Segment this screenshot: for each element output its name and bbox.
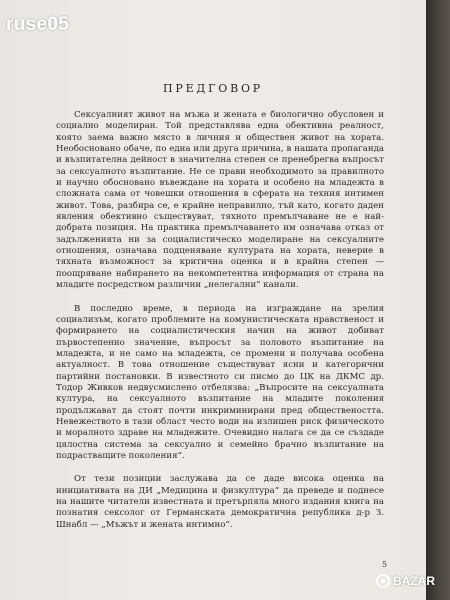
watermark-bottom	[376, 568, 442, 594]
paragraph-1: Сексуалният живот на мъжа и жената е биологично обусловен и социално моделиран. Той представлява една обективна реалност, която заема важно място в личния и обществен живот на хората. Необосновано обаче, по една или друга причина, в нашата пропаганда и възпитателна дейност в значителна степен се пренебрегва въпросът за сексуалното възпитание. Не се прави необходимото за правилното и научно обосновано въвеждане на хората и особено на младежта в сложната сама от човешки отношения в сферата на техния интимен живот. Това, разбира се, е крайне неправилно, тъй като, когато даден явления обективно съществуват, тяхното премълчаване не е най-добрата позиция. На практика премълчаването им означава отказ от задълженията ни за социалистическо моделиране на сексуалните отношения, означава подценяване културата на хората, неверие в тяхната възможност за критична оценка и в крайна степен — поощряване набирането на некомпетентна информация от страна на младите посредством различни „нелегални“ канали.	[56, 110, 384, 291]
watermark-bottom-text: BAZAR	[393, 574, 435, 588]
body-text	[56, 110, 384, 531]
paragraph-3: От тези позиции заслужава да се даде висока оценка на инициативата на ДИ „Медицина и физкултура“ да преведе и поднесе на нашите читатели известната и претърпяла много издания книга на познатия сексолог от Германската демократична република д-р З. Шнабл — „Мъжът и жената интимно“.	[56, 474, 384, 530]
watermark-top: ruse05	[6, 14, 70, 35]
page-number: 5	[382, 560, 388, 569]
bazar-logo-icon	[376, 574, 390, 588]
page-heading: ПРЕДГОВОР	[163, 82, 263, 95]
book-spine-shadow	[426, 0, 450, 600]
paragraph-2: В последно време, в периода на изграждане на зрелия социализъм, когато проблемите на комунистическата нравственост и формирането на социалистическия начин на живот добиват първостепенно значение, въпросът за половото възпитание на младежта, и не само на младежта, се промени и получава особена актуалност. В това отношение съществуват ясни и категорични партийни постановки. В известното си писмо до ЦК на ДКМС др. Тодор Живков недвусмислено отбелязва: „Въпросите на сексуалната култура, на сексуалното възпитание на младите поколения продължават да стоят почти инкриминирани пред обществеността. Невежеството в тази област често води на излишен риск физическото и моралното здраве на младежите. Очевидно налага се да се създаде цялостна система за сексуално и семейно брачно възпитание на подрастващите поколения“.	[56, 303, 384, 461]
